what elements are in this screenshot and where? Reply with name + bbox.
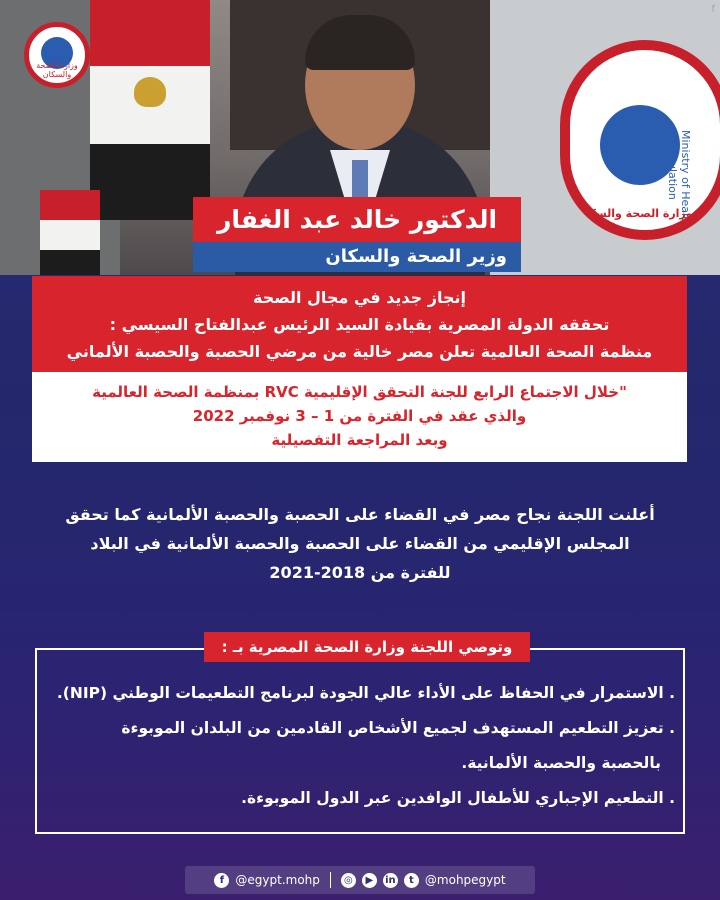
meeting-line-2: والذي عقد في الفترة من 1 – 3 نوفمبر 2022 (192, 407, 527, 425)
youtube-icon[interactable]: ▶ (362, 873, 377, 888)
announcement-line-3: للفترة من 2018-2021 (269, 563, 451, 582)
announcement-line-1: أعلنت اللجنة نجاح مصر في القضاء على الحصبة والحصبة الألمانية كما تحقق (65, 505, 655, 524)
headline-line-3: منظمة الصحة العالمية تعلن مصر خالية من مرضي الحصبة والحصبة الألماني (66, 342, 653, 361)
instagram-icon[interactable]: ◎ (341, 873, 356, 888)
headline-box (32, 276, 687, 372)
social-footer (185, 866, 535, 894)
facebook-handle[interactable]: @egypt.mohp (235, 873, 320, 887)
facebook-icon[interactable]: f (214, 873, 229, 888)
meeting-line-1: "خلال الاجتماع الرابع للجنة التحقق الإقليمية RVC بمنظمة الصحة العالمية (92, 383, 627, 401)
twitter-icon[interactable]: t (404, 873, 419, 888)
bullet: . (669, 719, 675, 737)
bullet: . (669, 684, 675, 702)
list-item-continuation: بالحصبة والحصبة الألمانية. (461, 754, 661, 772)
divider (330, 872, 331, 888)
announcement-line-2: المجلس الإقليمي من القضاء على الحصبة والحصبة الألمانية في البلاد (90, 534, 630, 553)
social-handle[interactable]: @mohpegypt (424, 873, 506, 887)
meeting-box (32, 372, 687, 462)
minister-name: الدكتور خالد عبد الغفار (193, 197, 521, 242)
ministry-logo-large: Ministry of Health & Population وزارة الصحة والسكان (560, 40, 720, 240)
bullet: . (669, 789, 675, 807)
linkedin-icon[interactable]: in (383, 873, 398, 888)
eagle-emblem-icon (134, 77, 166, 107)
list-item: . التطعيم الإجباري للأطفال الوافدين عبر الدول الموبوءة. (241, 789, 675, 807)
recommendations-list (55, 676, 675, 816)
meeting-line-3: وبعد المراجعة التفصيلية (271, 431, 448, 449)
watermark: f (711, 4, 715, 15)
minister-title: وزير الصحة والسكان (193, 242, 521, 272)
announcement-paragraph (40, 500, 680, 587)
list-item: . الاستمرار في الحفاظ على الأداء عالي الجودة لبرنامج التطعيمات الوطني (NIP). (56, 684, 675, 702)
headline-line-1: إنجاز جديد في مجال الصحة (252, 288, 467, 307)
recommendations-heading: وتوصي اللجنة وزارة الصحة المصرية بـ : (204, 632, 530, 662)
egypt-flag-small (40, 190, 100, 275)
headline-line-2: تحققه الدولة المصرية بقيادة السيد الرئيس عبدالفتاح السيسي : (109, 315, 610, 334)
list-item: . تعزيز التطعيم المستهدف لجميع الأشخاص القادمين من البلدان الموبوءة (121, 719, 675, 737)
egypt-flag (90, 0, 210, 220)
ministry-logo-small: وزارة الصحة والسكان (24, 22, 90, 88)
